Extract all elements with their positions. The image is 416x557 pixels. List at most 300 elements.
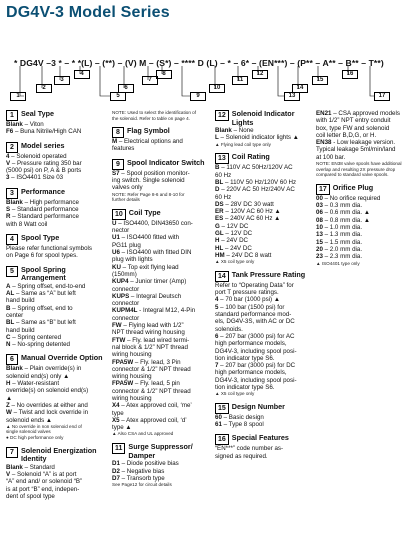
- option-description: valves only: [112, 184, 143, 192]
- legend-section: [215, 403, 313, 429]
- option-line: [112, 460, 208, 467]
- box-number: 11: [232, 76, 248, 85]
- option-description: high performance models,: [215, 369, 287, 377]
- option-description: - Low leakage version.: [331, 139, 396, 147]
- section-number-box: 1: [6, 110, 18, 121]
- option-description: – Transorb type: [119, 474, 165, 482]
- option-code: Blank: [6, 121, 23, 128]
- option-code: D: [215, 186, 220, 194]
- option-description: connector: [112, 314, 140, 322]
- option-description: “A” end and/ or solenoid “B”: [6, 478, 83, 486]
- option-line: [6, 417, 106, 424]
- option-line: [112, 410, 208, 417]
- footnote: ▲ Flying lead coil type only: [215, 141, 271, 147]
- option-description: – Spring centered: [10, 333, 62, 341]
- option-description: – 207 bar (3000 psi) for AC: [218, 332, 295, 340]
- option-description: – Integral Deutsch: [129, 292, 182, 300]
- option-line: [215, 252, 313, 259]
- footnote: ▲ X5 coil type only: [215, 259, 255, 265]
- footnote: ▲ X5 coil type only: [215, 391, 255, 397]
- option-line: [6, 305, 106, 312]
- option-description: – 0.6 mm dia. ▲: [322, 209, 370, 217]
- option-code: GL: [215, 230, 224, 238]
- box-number: 10: [209, 84, 225, 93]
- option-line: [215, 127, 313, 134]
- option-code: FTW: [112, 336, 126, 344]
- option-line: [112, 359, 208, 366]
- footnote: ▲ ISO4401 type only: [316, 260, 360, 266]
- option-description: “EN***” code number as-: [215, 445, 284, 453]
- option-line: [6, 478, 106, 485]
- option-line: [6, 387, 106, 394]
- box-number: 17: [374, 92, 390, 101]
- option-description: connector & 1/2” NPT thread: [112, 365, 191, 373]
- option-line: [316, 195, 414, 202]
- option-line: [215, 414, 313, 421]
- option-code: 4: [6, 152, 10, 160]
- option-description: – 2.0 mm dia.: [322, 245, 363, 253]
- option-line: [112, 249, 208, 256]
- option-description: (150mm): [112, 270, 137, 278]
- option-code: AL: [6, 290, 15, 298]
- option-description: – Same as “B” but left: [14, 319, 76, 327]
- option-description: NPT thread wiring housing: [112, 329, 185, 337]
- option-line: [112, 417, 208, 424]
- option-description: – 100 bar (1500 psi) for: [218, 303, 285, 311]
- option-description: – Buna Nitrile/High CAN: [13, 128, 82, 136]
- option-description: – 0.8 mm dia. ▲: [322, 216, 370, 224]
- option-line: [112, 373, 208, 380]
- section-header: [112, 159, 208, 170]
- section-header: [112, 443, 208, 460]
- legend-section: [112, 127, 208, 153]
- option-description: – Type 8 spool: [221, 421, 264, 429]
- option-line: [215, 186, 313, 193]
- footnote: ● DC high performance only: [6, 434, 64, 440]
- option-description: – Plain override(s) in: [22, 365, 82, 373]
- option-description: nector: [112, 227, 130, 235]
- option-code: L: [215, 134, 219, 142]
- section-header: [112, 127, 208, 138]
- option-description: Please refer functional symbols: [6, 244, 92, 252]
- option-description: – ISO4400 with fitted DIN: [119, 249, 192, 257]
- section-number-box: 6: [6, 354, 18, 365]
- option-code: FW: [112, 322, 122, 330]
- option-line: [6, 153, 106, 160]
- option-code: ER: [215, 208, 224, 216]
- box-number: 16: [342, 70, 358, 79]
- option-line: [112, 475, 208, 482]
- option-line: [112, 315, 208, 322]
- option-description: – Solenoid operated: [9, 152, 67, 160]
- option-line: [6, 199, 106, 206]
- option-line: [215, 201, 313, 208]
- legend-section: [6, 447, 106, 501]
- section-number-box: 12: [215, 110, 229, 121]
- option-line: [112, 177, 208, 184]
- option-line: [316, 209, 414, 216]
- option-line: [6, 395, 106, 402]
- option-line: [215, 311, 313, 318]
- option-description: wiring housing: [112, 394, 152, 402]
- option-description: – Fly. lead wired termi-: [125, 336, 190, 344]
- option-line: [215, 179, 313, 186]
- footnote: overlap and resulting 2X pressure drop: [316, 166, 396, 172]
- option-line: [112, 322, 208, 329]
- option-description: Refer to “Operating Data” for: [215, 281, 294, 289]
- option-description: – Fly. lead, 5 pin: [133, 380, 180, 388]
- option-description: - Integral M12, 4-Pin: [137, 307, 196, 315]
- option-code: Z: [6, 401, 10, 409]
- option-description: (5000 psi) on P, A & B ports: [6, 167, 82, 175]
- option-description: solenoid ends ▲: [6, 416, 53, 424]
- legend-section: [112, 443, 208, 488]
- section-title: Model series: [21, 140, 65, 150]
- option-line: [112, 220, 208, 227]
- option-description: – Viton: [22, 121, 44, 128]
- option-code: 15: [316, 238, 323, 246]
- section-header: [6, 142, 106, 153]
- option-line: [112, 424, 208, 431]
- option-description: features: [112, 145, 135, 153]
- option-description: ing switch. Single solenoid: [112, 177, 185, 185]
- option-line: [112, 286, 208, 293]
- option-line: [6, 319, 106, 326]
- option-description: – CSA approved models: [331, 110, 400, 117]
- section-header: [215, 403, 313, 414]
- option-description: tion indicator type S6.: [215, 383, 275, 391]
- option-description: – Water-resistant: [10, 380, 60, 388]
- option-code: Blank: [6, 463, 23, 471]
- option-line: [6, 486, 106, 493]
- option-line: [215, 384, 313, 391]
- option-description: – Negative bias: [119, 467, 165, 475]
- footnote: further details: [112, 197, 140, 203]
- option-line: [215, 326, 313, 333]
- option-description: – Solenoid indicator lights ▲: [218, 134, 299, 142]
- option-description: – 1.3 mm dia.: [322, 231, 363, 239]
- option-line: [215, 318, 313, 325]
- option-description: – ISO4401 Size 03: [9, 174, 64, 182]
- option-line: [112, 227, 208, 234]
- option-line: [112, 234, 208, 241]
- option-line: [112, 170, 208, 177]
- option-description: – 1.5 mm dia.: [322, 238, 363, 246]
- option-description: wiring housing: [112, 351, 152, 359]
- option-code: H: [215, 237, 220, 245]
- footnote: the solenoid. Refer to table on page 4.: [112, 115, 190, 121]
- option-code: 20: [316, 245, 323, 253]
- option-code: M: [112, 138, 118, 146]
- option-code: N: [6, 341, 11, 349]
- option-description: signed as required.: [215, 452, 268, 460]
- option-description: with 8 Watt coil: [6, 220, 48, 228]
- option-code: KUPS: [112, 292, 130, 300]
- section-header: [215, 434, 313, 445]
- option-line: [215, 445, 313, 452]
- section-number-box: 9: [112, 159, 124, 170]
- option-line: [112, 468, 208, 475]
- option-line: [215, 362, 313, 369]
- option-line: [112, 380, 208, 387]
- option-description: solenoids.: [215, 325, 243, 333]
- option-description: – 1.0 mm dia.: [322, 224, 363, 232]
- option-line: [6, 493, 106, 500]
- option-line: [215, 230, 313, 237]
- option-line: [112, 351, 208, 358]
- option-line: [316, 246, 414, 253]
- option-line: [112, 242, 208, 249]
- option-line: [215, 304, 313, 311]
- option-line: [215, 289, 313, 296]
- option-line: [215, 208, 313, 215]
- option-description: – 110V AC 50Hz/120V AC: [219, 164, 293, 172]
- section-number-box: 15: [215, 403, 229, 414]
- option-code: X5: [112, 416, 120, 424]
- option-description: – No-spring detented: [10, 341, 70, 349]
- option-code: 03: [316, 202, 323, 210]
- option-description: standard performance mod-: [215, 311, 292, 319]
- option-description: – Spring offset, end-to-end: [10, 282, 86, 290]
- legend-section: [112, 159, 208, 203]
- option-code: FPA5W: [112, 358, 134, 366]
- option-description: – Atex approved coil, ‘d’: [119, 416, 187, 424]
- section-number-box: 4: [6, 234, 18, 245]
- option-code: W: [6, 409, 12, 417]
- section-number-box: 3: [6, 188, 18, 199]
- section-title: Flag Symbol: [127, 126, 170, 136]
- option-description: connector: [112, 300, 140, 308]
- section-title: Seal Type: [21, 109, 55, 118]
- legend-section: [316, 184, 414, 266]
- option-line: [112, 278, 208, 285]
- option-line: [112, 329, 208, 336]
- option-line: [6, 252, 106, 259]
- option-line: [215, 164, 313, 171]
- option-line: [215, 215, 313, 222]
- section-header: [215, 110, 313, 127]
- option-line: [316, 117, 414, 124]
- option-line: [6, 160, 106, 167]
- option-description: DG4V-3, including spool posi-: [215, 347, 297, 355]
- option-code: H: [6, 380, 11, 388]
- legend-section: [6, 354, 106, 440]
- section-header: [6, 447, 106, 464]
- option-code: EN38: [316, 139, 332, 147]
- option-line: [112, 388, 208, 395]
- footnote: single solenoid valves: [6, 429, 51, 435]
- option-line: [6, 402, 106, 409]
- option-description: 60 Hz: [215, 171, 232, 179]
- option-code: U1: [112, 234, 120, 242]
- option-line: [316, 239, 414, 246]
- option-description: – ISO4400 fitted with: [119, 234, 180, 242]
- option-line: [215, 453, 313, 460]
- option-description: nal block & 1/2” NPT thread: [112, 343, 188, 351]
- model-code-callout-lines: [0, 0, 416, 125]
- option-description: connector & 1/2” NPT thread: [112, 387, 191, 395]
- section-header: [6, 234, 106, 245]
- option-description: – None: [231, 127, 254, 135]
- option-description: high performance models,: [215, 340, 287, 348]
- footnote: compared to standard valve spools.: [316, 172, 389, 178]
- option-line: [316, 224, 414, 231]
- option-description: center: [6, 311, 24, 319]
- option-description: dent of spool type: [6, 492, 55, 500]
- option-description: – 0.3 mm dia.: [322, 202, 363, 210]
- option-description: – 120V AC 60 Hz ▲: [223, 208, 281, 216]
- option-description: is at port “B” end, indepen-: [6, 485, 80, 493]
- option-description: – Atex approved coil, ‘me’: [119, 402, 192, 410]
- option-description: – ISO4400, DIN43650 con-: [116, 219, 193, 227]
- option-description: plug with lights: [112, 256, 153, 264]
- option-code: S: [6, 206, 11, 214]
- section-number-box: 2: [6, 142, 18, 153]
- option-line: [112, 271, 208, 278]
- column-2: [112, 110, 208, 494]
- section-number-box: 11: [112, 443, 125, 454]
- option-description: tion indicator type S6.: [215, 354, 275, 362]
- box-number: 4: [74, 70, 90, 79]
- option-line: [112, 264, 208, 271]
- legend-section: [6, 266, 106, 349]
- option-description: – Fly. lead, 3 Pin: [133, 358, 181, 366]
- option-description: hand build: [6, 326, 35, 334]
- model-code: * DG4V –3 * – * *(L) – (**) – (V) M – (S*) – **** D (L) – * – 6* – (EN***) – (P** – A** – B** – T**): [14, 58, 384, 68]
- option-description: – Twist and lock override in: [11, 409, 89, 417]
- option-line: [112, 293, 208, 300]
- option-code: 4: [215, 296, 219, 304]
- option-code: F6: [6, 128, 14, 136]
- option-description: – Same as “A” but left: [14, 290, 76, 298]
- legend-section: [215, 434, 313, 460]
- option-description: – Spool position monitor-: [119, 169, 190, 177]
- option-line: [215, 355, 313, 362]
- option-line: [215, 194, 313, 201]
- box-number: 12: [252, 70, 268, 79]
- option-line: [112, 395, 208, 402]
- option-code: D1: [112, 460, 120, 468]
- option-description: 60 Hz: [215, 193, 232, 201]
- option-line: [6, 471, 106, 478]
- box-number: 2: [36, 84, 52, 93]
- section-number-box: 14: [215, 271, 229, 282]
- option-line: [6, 221, 106, 228]
- option-code: G: [215, 222, 220, 230]
- option-description: – Standard performance: [10, 206, 79, 214]
- box-number: 13: [284, 92, 300, 101]
- section-title: Solenoid Energization Identity: [21, 445, 97, 464]
- option-code: 61: [215, 421, 222, 429]
- footnote: NOTE: Used to select the identification of: [112, 110, 197, 115]
- option-line: [6, 174, 106, 181]
- option-description: type ▲: [112, 424, 132, 432]
- option-line: [112, 344, 208, 351]
- option-description: solenoid end(s) only ▲: [6, 372, 70, 380]
- option-line: [6, 409, 106, 416]
- option-code: 5: [215, 303, 219, 311]
- option-code: KUP4: [112, 278, 129, 286]
- option-code: DS: [215, 200, 224, 208]
- option-line: [6, 312, 106, 319]
- option-line: [6, 373, 106, 380]
- legend-section: [6, 234, 106, 260]
- option-description: wiring housing: [112, 373, 152, 381]
- option-description: – Flying lead with 1/2”: [121, 322, 184, 330]
- option-description: – 24V DC: [223, 244, 252, 252]
- section-header: [316, 184, 414, 195]
- option-description: – 12V DC: [219, 222, 249, 230]
- box-number: 9: [190, 92, 206, 101]
- option-line: [112, 366, 208, 373]
- option-description: – Top exit flying lead: [120, 263, 179, 271]
- option-line: [215, 340, 313, 347]
- option-code: B: [6, 304, 11, 312]
- option-code: BL: [215, 178, 224, 186]
- footnote: NOTE: EN38 valve spools have additional: [316, 161, 402, 167]
- option-line: [6, 213, 106, 220]
- box-number: 1: [10, 92, 26, 101]
- section-title: Orifice Plug: [332, 182, 374, 192]
- section-header: [215, 153, 313, 164]
- option-line: [112, 300, 208, 307]
- page-title: DG4V-3 Model Series: [6, 4, 170, 21]
- option-code: 23: [316, 253, 323, 261]
- section-title: Manual Override Option: [21, 353, 103, 363]
- option-line: [6, 245, 106, 252]
- option-line: [6, 464, 106, 471]
- option-line: [215, 172, 313, 179]
- option-description: override(s) on solenoid end(s): [6, 387, 89, 395]
- section-header: [112, 209, 208, 220]
- option-code: 06: [316, 209, 323, 217]
- option-code: 00: [316, 194, 323, 202]
- option-description: – Solenoid “A” is at port: [10, 471, 77, 479]
- option-code: U: [112, 219, 117, 227]
- option-code: D2: [112, 467, 120, 475]
- option-code: HL: [215, 244, 224, 252]
- legend-section: [6, 188, 106, 228]
- option-code: 7: [215, 362, 219, 370]
- option-line: [6, 380, 106, 387]
- legend-section: [215, 153, 313, 264]
- option-code: Blank: [6, 198, 23, 206]
- section-number-box: 7: [6, 447, 18, 458]
- option-description: port T pressure ratings.: [215, 289, 279, 297]
- option-description: PG11 plug: [112, 241, 141, 249]
- option-line: [215, 223, 313, 230]
- option-description: – Standard: [22, 463, 55, 471]
- option-code: ES: [215, 215, 224, 223]
- option-code: X4: [112, 402, 120, 410]
- section-number-box: 17: [316, 184, 330, 195]
- option-code: 6: [215, 332, 219, 340]
- option-code: U6: [112, 249, 120, 257]
- option-code: 08: [316, 216, 323, 224]
- option-description: – Diode positive bias: [119, 460, 179, 468]
- option-description: – 207 bar (3000 psi) for DC: [218, 362, 296, 370]
- option-description: on Page 6 for spool types.: [6, 252, 78, 260]
- option-description: Typical leakage 5ml/min/land: [316, 146, 396, 154]
- option-code: R: [6, 213, 11, 221]
- option-line: [112, 138, 208, 145]
- box-number: 7: [142, 76, 158, 85]
- option-line: [6, 290, 106, 297]
- option-code: Blank: [6, 365, 23, 373]
- box-number: 6: [118, 84, 134, 93]
- section-title: Coil Rating: [231, 152, 270, 162]
- option-code: A: [6, 282, 11, 290]
